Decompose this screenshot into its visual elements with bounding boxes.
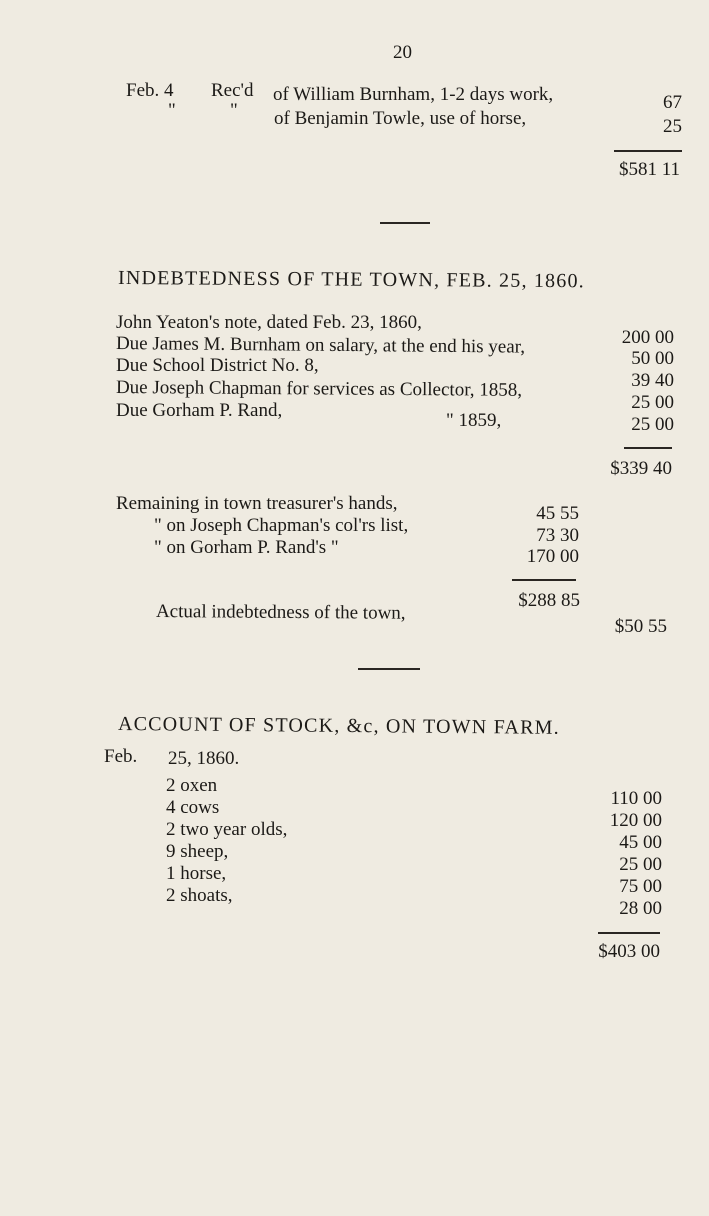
actual-indebtedness-label: Actual indebtedness of the town, — [155, 601, 406, 624]
section-divider — [358, 668, 420, 670]
section-heading: ACCOUNT OF STOCK, &c, ON TOWN FARM. — [117, 713, 560, 739]
debt-item-text: Due James M. Burnham on salary, at the end his year, — [115, 333, 526, 358]
receipt-amount: 67 — [663, 92, 682, 113]
sum-rule — [598, 932, 660, 934]
debt-item-text: John Yeaton's note, dated Feb. 23, 1860, — [116, 312, 422, 333]
stock-item-text: 4 cows — [166, 797, 220, 818]
debt-total: $339 40 — [610, 458, 672, 479]
receipt-text: of Benjamin Towle, use of horse, — [274, 108, 527, 129]
receipt-text: of William Burnham, 1-2 days work, — [273, 84, 554, 105]
stock-item-amount: 110 00 — [610, 788, 662, 809]
debt-item-amount: 39 40 — [631, 370, 674, 391]
receipt-date: Feb. 4 — [126, 80, 174, 101]
remaining-text: Remaining in town treasurer's hands, — [116, 493, 398, 514]
sum-rule — [512, 579, 576, 581]
receipts-total: $581 11 — [618, 159, 680, 180]
actual-indebtedness-amount: $50 55 — [614, 616, 667, 637]
stock-item-text: 9 sheep, — [166, 841, 229, 862]
debt-item-text: Due Joseph Chapman for services as Collector, 1858, — [115, 377, 523, 401]
stock-item-amount: 75 00 — [619, 876, 662, 897]
remaining-amount: 45 55 — [536, 503, 579, 524]
stock-date-day: 25, 1860. — [168, 748, 240, 769]
sum-rule — [614, 150, 682, 152]
stock-item-amount: 25 00 — [619, 854, 662, 875]
stock-total: $403 00 — [598, 941, 660, 962]
stock-item-text: 2 two year olds, — [166, 819, 288, 840]
remaining-text: " on Gorham P. Rand's " — [154, 537, 339, 558]
receipt-amount: 25 — [663, 116, 682, 137]
receipt-date: " — [168, 100, 176, 121]
section-divider — [380, 222, 430, 224]
stock-item-text: 1 horse, — [166, 863, 227, 884]
remaining-amount: 170 00 — [526, 546, 579, 567]
stock-item-amount: 28 00 — [619, 898, 662, 919]
remaining-total: $288 85 — [518, 590, 580, 611]
stock-item-amount: 45 00 — [619, 832, 662, 853]
stock-item-amount: 120 00 — [609, 810, 662, 831]
debt-item-amount: 25 00 — [631, 392, 674, 413]
debt-item-ditto: " 1859, — [446, 410, 502, 431]
debt-item-amount: 50 00 — [631, 348, 674, 369]
debt-item-amount: 25 00 — [631, 414, 674, 435]
stock-date-month: Feb. — [104, 746, 138, 767]
remaining-text: " on Joseph Chapman's col'rs list, — [154, 515, 409, 536]
section-heading: INDEBTEDNESS OF THE TOWN, FEB. 25, 1860. — [117, 267, 585, 293]
stock-item-text: 2 shoats, — [166, 885, 233, 906]
debt-item-text: Due School District No. 8, — [116, 355, 319, 376]
debt-item-text: Due Gorham P. Rand, — [116, 400, 283, 421]
debt-item-amount: 200 00 — [621, 327, 674, 348]
remaining-amount: 73 30 — [536, 525, 579, 546]
page-number: 20 — [393, 42, 412, 63]
stock-item-text: 2 oxen — [166, 775, 218, 796]
receipt-label: " — [230, 100, 238, 121]
sum-rule — [624, 447, 672, 449]
receipt-label: Rec'd — [211, 80, 254, 101]
